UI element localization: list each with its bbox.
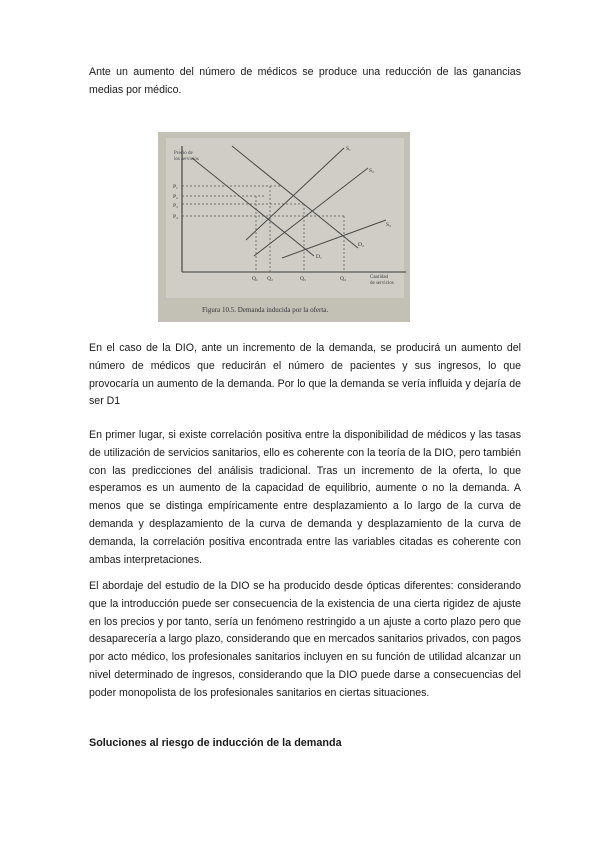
curve-label-d2: D₂ — [358, 242, 364, 248]
y-axis-label-2: los servicios — [174, 157, 199, 162]
supply-induced-demand-figure — [158, 132, 410, 322]
quantity-label-q3: Q₃ — [300, 276, 306, 282]
quantity-label-q2: Q₂ — [267, 276, 273, 282]
paragraph-4: El abordaje del estudio de la DIO se ha producido desde ópticas diferentes: considerando que la introducción puede ser consecuencia de la existencia de una cierta rigidez de ajuste en los precios y por tanto, sería un fenómeno restringido a un ajuste a corto plazo pero que desaparecería a largo plazo, considerando que en mercados sanitarios privados, con pagos por acto médico, los profesionales sanitarios incluyen en su función de utilidad alcanzar un nivel determinado de ingresos, considerando que la DIO puede darse a consecuencias del poder monopolista de los profesionales sanitarios en ciertas situaciones. — [89, 580, 521, 699]
y-axis-label: Precio de — [174, 151, 193, 156]
price-label-p2: P₂ — [173, 194, 178, 200]
section-heading: Soluciones al riesgo de inducción de la demanda — [89, 737, 342, 749]
curve-label-s3: S₃ — [386, 222, 391, 228]
price-label-p4: P₄ — [173, 214, 178, 220]
paragraph-1: Ante un aumento del número de médicos se produce una reducción de las ganancias medias por médico. — [89, 66, 521, 96]
price-label-p3: P₃ — [173, 203, 178, 209]
curve-label-s1: S₁ — [346, 146, 351, 152]
x-axis-label-2: de servicios — [370, 281, 394, 286]
curve-label-s2: S₂ — [369, 168, 374, 174]
figure-image — [158, 132, 410, 322]
quantity-label-q4: Q₄ — [340, 276, 346, 282]
paragraph-3: En primer lugar, si existe correlación positiva entre la disponibilidad de médicos y las tasas de utilización de servicios sanitarios, ello es coherente con la teoría de la DIO, pero también con las predicciones del análisis tradicional. Tras un incremento de la oferta, lo que esperamos es un aumento de la capacidad de equilibrio, aumente o no la demanda. A menos que se distinga empíricamente entre desplazamiento a lo largo de la curva de demanda y desplazamiento de la curva de demanda y desplazamiento de la curva de demanda, la correlación positiva encontrada entre las variables citadas es coherente con ambas interpretaciones. — [89, 429, 521, 566]
paragraph-2: En el caso de la DIO, ante un incremento de la demanda, se producirá un aumento del número de médicos que reducirán el número de pacientes y sus ingresos, lo que provocaría un aumento de la demanda. Por lo que la demanda se vería influida y dejaría de ser D1 — [89, 342, 521, 408]
x-axis-label: Cantidad — [370, 275, 389, 280]
curve-label-d1: D₁ — [316, 254, 322, 260]
figure-caption: Figura 10.5. Demanda inducida por la oferta. — [202, 306, 329, 314]
price-label-p1: P₁ — [173, 184, 178, 190]
quantity-label-q1: Q₁ — [252, 276, 258, 282]
